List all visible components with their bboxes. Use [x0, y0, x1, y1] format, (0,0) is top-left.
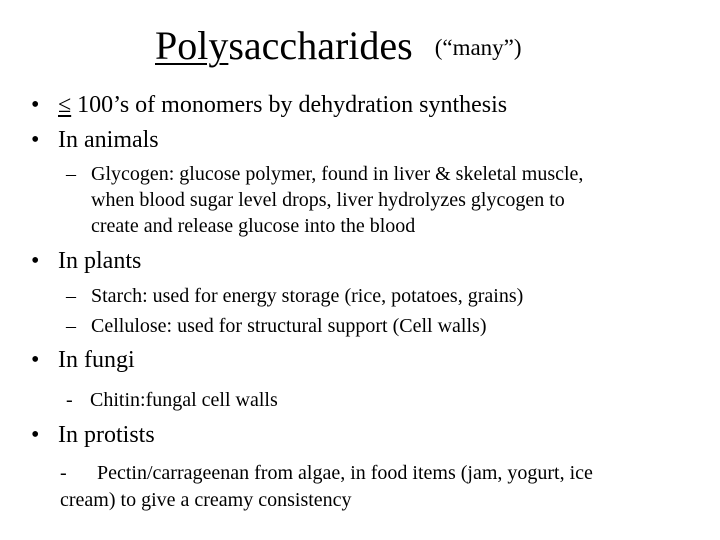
bullet-animals	[0, 125, 720, 155]
bullet-dot: •	[31, 422, 40, 448]
sub-chitin	[0, 387, 720, 413]
sub-line-1: Pectin/carrageenan from algae, in food items (jam, yogurt, ice	[97, 462, 593, 484]
slide-title	[155, 20, 522, 78]
bullet-text: In animals	[58, 127, 159, 153]
sub-line-1: Glycogen: glucose polymer, found in liver & skeletal muscle,	[91, 163, 584, 185]
bullet-text	[58, 90, 507, 120]
bullet-protists	[0, 420, 720, 450]
bullet-text-rest: 100’s of monomers by dehydration synthesis	[71, 92, 508, 118]
bullet-fungi	[0, 345, 720, 375]
bullet-text: In plants	[58, 248, 142, 274]
sub-dash: –	[66, 285, 76, 307]
title-note: (“many”)	[434, 35, 522, 60]
sub-text: Chitin:fungal cell walls	[90, 389, 278, 411]
title-prefix: Poly	[155, 23, 229, 68]
bullet-monomers	[0, 90, 720, 120]
sub-line-2: cream) to give a creamy consistency	[60, 489, 352, 511]
sub-hyphen: -	[60, 462, 67, 484]
sub-line-3: create and release glucose into the blood	[91, 215, 416, 237]
sub-starch: Starch: used for energy storage (rice, potatoes, grains)	[91, 285, 524, 307]
sub-glycogen	[0, 161, 720, 239]
bullet-plants	[0, 246, 720, 276]
sub-hyphen: -	[66, 389, 73, 411]
bullet-text: In protists	[58, 422, 155, 448]
sub-dash: –	[66, 163, 76, 185]
bullet-dot: •	[31, 92, 40, 118]
bullet-dot: •	[31, 347, 40, 373]
sub-pectin	[0, 460, 720, 516]
bullet-text: In fungi	[58, 347, 135, 373]
sub-plants	[0, 283, 720, 343]
title-rest: saccharides	[228, 23, 413, 68]
sub-dash: –	[66, 315, 76, 337]
bullet-dot: •	[31, 248, 40, 274]
sub-line-2: when blood sugar level drops, liver hydrolyzes glycogen to	[91, 189, 565, 211]
less-equal-symbol: ≤	[58, 92, 72, 118]
sub-cellulose: Cellulose: used for structural support (Cell walls)	[91, 315, 487, 337]
bullet-dot: •	[31, 127, 40, 153]
